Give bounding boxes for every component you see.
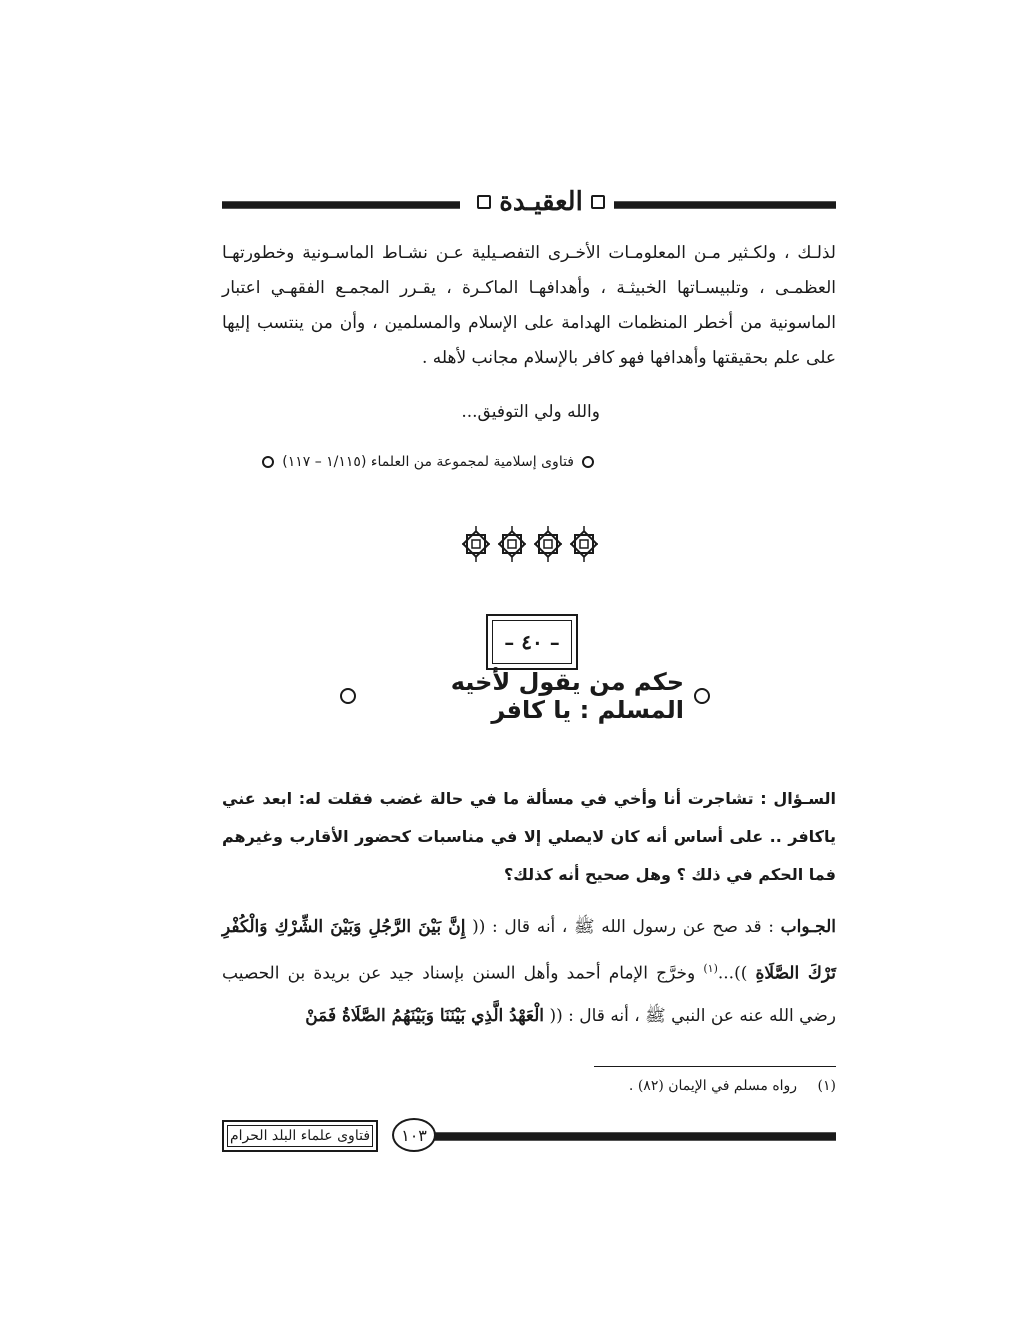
header-rule-right xyxy=(614,201,836,209)
page-header xyxy=(222,182,836,222)
footnote-rule xyxy=(594,1066,836,1067)
question-text: : تشاجرت أنا وأخي في مسألة ما في حالة غضب فقلت له: ابعد عني ياكافر .. على أساس أنه كان لايصلي إلا في مناسبات كحضور الأقارب وغيرهم فما الحكم في ذلك ؟ وهل صحيح أنه كذلك؟ xyxy=(222,789,836,884)
circle-bullet-icon xyxy=(340,688,356,704)
book-title-box xyxy=(222,1120,378,1152)
fatwa-number-box xyxy=(486,614,578,670)
book-title: فتاوى علماء البلد الحرام xyxy=(227,1125,373,1147)
chapter-title: العقيـدة xyxy=(499,187,583,217)
star-ornament-icon xyxy=(496,524,528,564)
answer-block xyxy=(222,906,836,1037)
footer-rule xyxy=(434,1132,836,1141)
star-ornament-icon xyxy=(460,524,492,564)
square-bullet-icon xyxy=(591,195,605,209)
star-ornament-icon xyxy=(532,524,564,564)
circle-bullet-icon xyxy=(582,456,594,468)
answer-text-2: ))... xyxy=(717,963,748,984)
page-number: ١٠٣ xyxy=(392,1118,436,1152)
answer-text-3: وخرَّج الإمام أحمد وأهل السنن بإسناد جيد عن بريدة بن الحصيب رضي الله عنه عن النبي ﷺ ، أنه قال : (( xyxy=(222,963,836,1026)
page-footer xyxy=(222,1116,836,1156)
section-title-text: حكم من يقول لأخيه المسلم : يا كافر xyxy=(450,668,684,724)
question-label: السـؤال xyxy=(773,789,836,808)
circle-bullet-icon xyxy=(262,456,274,468)
footnote xyxy=(560,1078,836,1094)
paragraph-text: لذلـك ، ولكـثير مـن المعلومـات الأخـرى التفصـيلية عـن نشـاط الماسـونية وخطورتهـا العظمـى ، وتلبيسـاتها الخبيثـة ، وأهدافهـا الماكـرة ، يقـرر المجمـع الفقهـي اعتبار الماسونية من أخطر المنظمات الهدامة على الإسلام والمسلمين ، وأن من ينتسب إليها على علم بحقيقتها وأهدافها فهو كافر بالإسلام مجانب لأهله . xyxy=(222,243,836,368)
footnote-text: رواه مسلم في الإيمان (٨٢) . xyxy=(628,1078,798,1094)
question-block xyxy=(222,780,836,894)
footnote-reference: (١) xyxy=(703,962,718,975)
answer-text-1: : قد صح عن رسول الله ﷺ ، أنه قال : (( xyxy=(472,917,774,937)
source-text: فتاوى إسلامية لمجموعة من العلماء (١/١١٥ – ١١٧) xyxy=(282,454,574,470)
section-heading xyxy=(340,668,710,724)
square-bullet-icon xyxy=(477,195,491,209)
header-title-group xyxy=(468,182,614,222)
closing-line: والله ولي التوفيق... xyxy=(461,402,600,422)
hadith-quote-1: إِنَّ بَيْنَ الرَّجُلِ وَبَيْنَ الشِّرْكِ وَالْكُفْرِ تَرْكَ الصَّلَاةِ xyxy=(222,917,837,984)
answer-label: الجـواب xyxy=(780,917,837,937)
star-ornament-icon xyxy=(568,524,600,564)
ornament-divider xyxy=(460,524,600,564)
header-rule-left xyxy=(222,201,460,209)
fatwa-number: – ٤٠ – xyxy=(492,620,572,664)
source-citation xyxy=(222,454,594,470)
footnote-number: (١) xyxy=(817,1078,836,1094)
circle-bullet-icon xyxy=(694,688,710,704)
hadith-quote-2: الْعَهْدُ الَّذِي بَيْنَنَا وَبَيْنَهُمُ الصَّلَاةُ فَمَنْ xyxy=(305,1005,545,1026)
